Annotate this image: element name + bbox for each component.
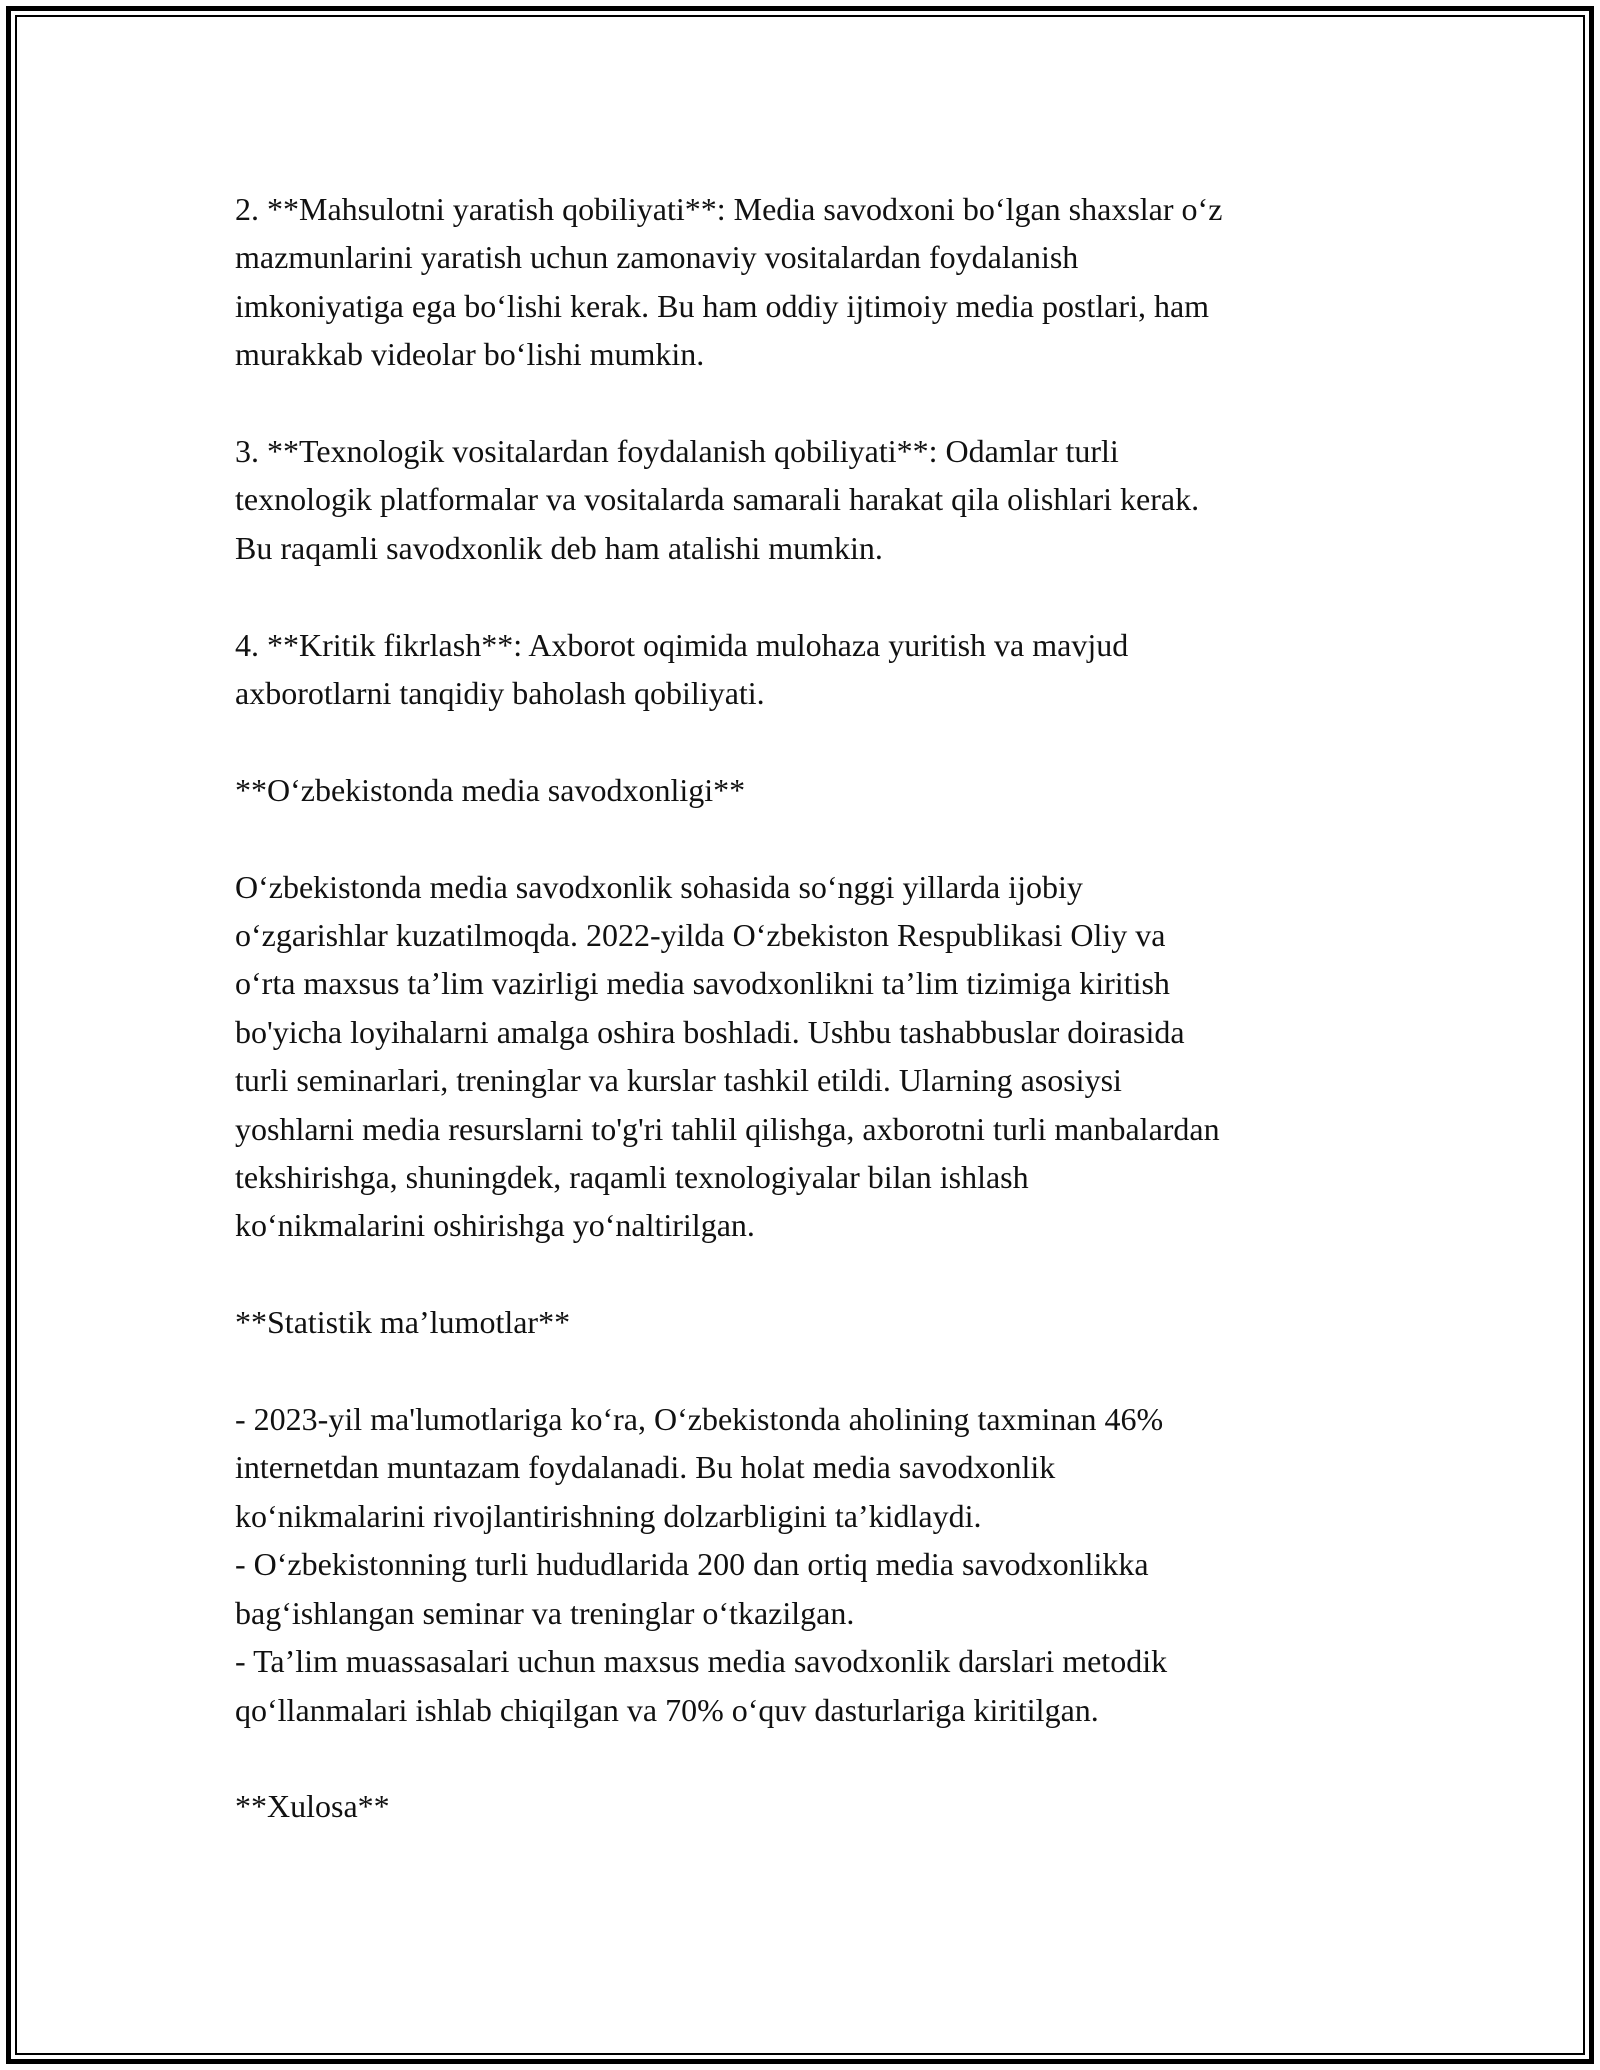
text-line: imkoniyatiga ega boʻlishi kerak. Bu ham oddiy ijtimoiy media postlari, ham [235, 287, 1210, 324]
list-item-critical-thinking [235, 621, 1375, 718]
text-line: 3. **Texnologik vositalardan foydalanish qobiliyati**: Odamlar turli [235, 433, 1119, 470]
text-line: koʻnikmalarini rivojlantirishning dolzarbligini taʼkidlaydi. [235, 1497, 982, 1534]
text-line: oʻzgarishlar kuzatilmoqda. 2022-yilda Oʻzbekiston Respublikasi Oliy va [235, 917, 1166, 954]
document-body [235, 185, 1375, 1879]
text-line: bo'yicha loyihalarni amalga oshira boshladi. Ushbu tashabbuslar doirasida [235, 1013, 1185, 1050]
heading-text: **Oʻzbekistonda media savodxonligi** [235, 771, 746, 808]
text-line: turli seminarlari, treninglar va kurslar tashkil etildi. Ularning asosiysi [235, 1062, 1122, 1099]
text-line: murakkab videolar boʻlishi mumkin. [235, 336, 705, 373]
text-line: qoʻllanmalari ishlab chiqilgan va 70% oʻquv dasturlariga kiritilgan. [235, 1691, 1099, 1728]
text-line: texnologik platformalar va vositalarda samarali harakat qila olishlari kerak. [235, 481, 1200, 518]
text-line: - 2023-yil ma'lumotlariga koʻra, Oʻzbekistonda aholining taxminan 46% [235, 1401, 1164, 1438]
section-heading-statistics [235, 1298, 1375, 1346]
text-line: mazmunlarini yaratish uchun zamonaviy vositalardan foydalanish [235, 239, 1079, 276]
list-item-product-creation [235, 185, 1375, 379]
text-line: axborotlarni tanqidiy baholash qobiliyati. [235, 675, 765, 712]
text-line: yoshlarni media resurslarni to'g'ri tahlil qilishga, axborotni turli manbalardan [235, 1110, 1220, 1147]
text-line: Oʻzbekistonda media savodxonlik sohasida soʻnggi yillarda ijobiy [235, 868, 1083, 905]
text-line: koʻnikmalarini oshirishga yoʻnaltirilgan. [235, 1207, 755, 1244]
list-item-technology-use [235, 427, 1375, 572]
text-line: bagʻishlangan seminar va treninglar oʻtkazilgan. [235, 1594, 855, 1631]
statistics-list [235, 1395, 1375, 1734]
text-line: tekshirishga, shuningdek, raqamli texnologiyalar bilan ishlash [235, 1159, 1029, 1196]
section-heading-conclusion [235, 1782, 1375, 1830]
paragraph-uzbekistan-media-literacy [235, 863, 1375, 1250]
text-line: 2. **Mahsulotni yaratish qobiliyati**: Media savodxoni boʻlgan shaxslar oʻz [235, 191, 1223, 227]
text-line: 4. **Kritik fikrlash**: Axborot oqimida mulohaza yuritish va mavjud [235, 626, 1129, 663]
text-line: oʻrta maxsus taʼlim vazirligi media savodxonlikni taʼlim tizimiga kiritish [235, 965, 1170, 1002]
text-line: Bu raqamli savodxonlik deb ham atalishi mumkin. [235, 529, 883, 566]
section-heading-uzbekistan [235, 766, 1375, 814]
text-line: - Oʻzbekistonning turli hududlarida 200 dan ortiq media savodxonlikka [235, 1546, 1149, 1583]
heading-text: **Statistik maʼlumotlar** [235, 1304, 571, 1341]
heading-text: **Xulosa** [235, 1788, 390, 1825]
text-line: - Taʼlim muassasalari uchun maxsus media savodxonlik darslari metodik [235, 1643, 1168, 1680]
text-line: internetdan muntazam foydalanadi. Bu holat media savodxonlik [235, 1449, 1056, 1486]
